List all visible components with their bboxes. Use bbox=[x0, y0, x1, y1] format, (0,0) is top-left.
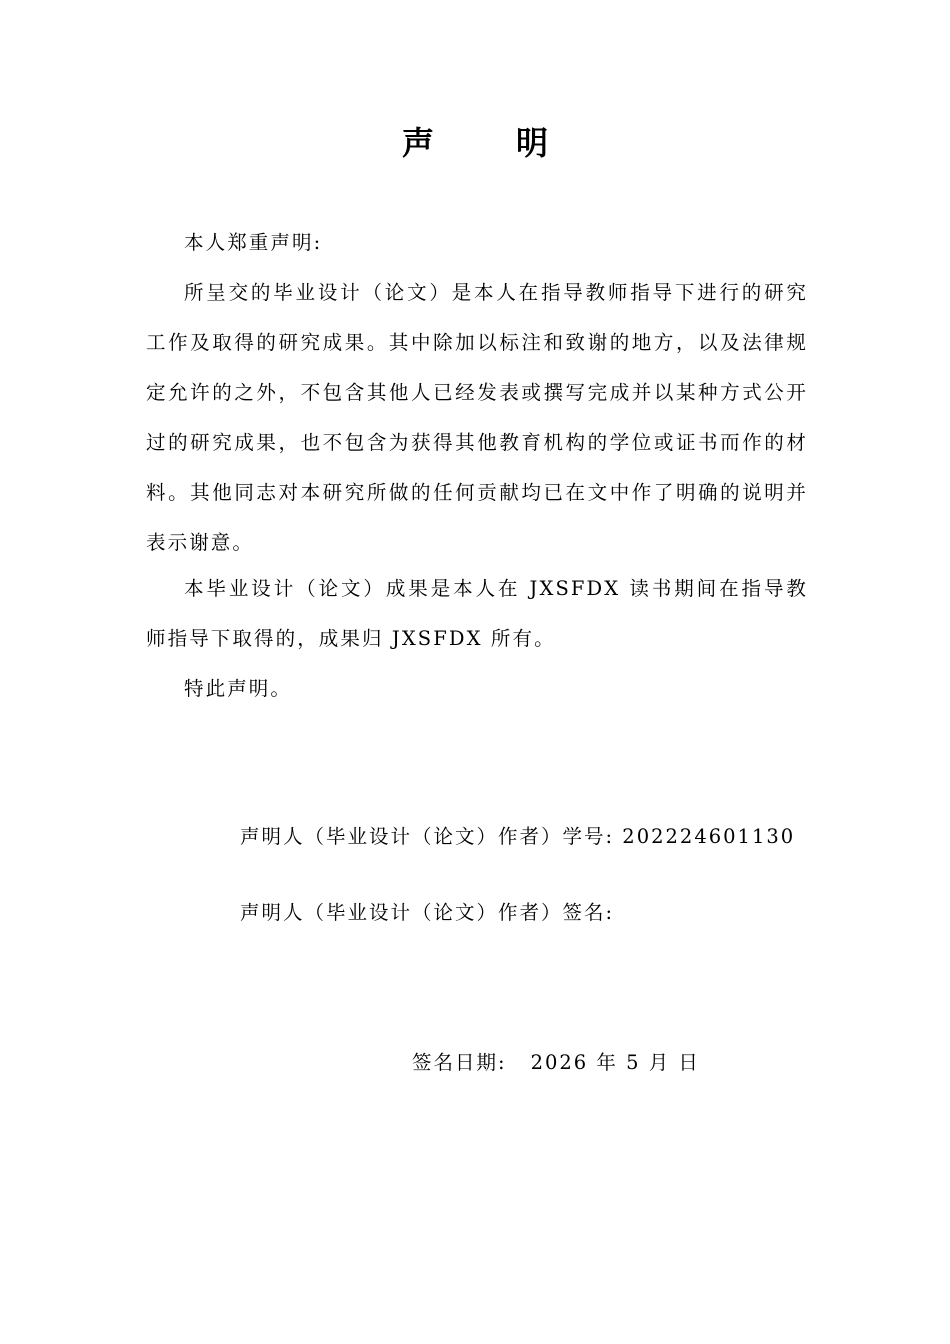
student-id-line bbox=[240, 822, 795, 852]
student-id-label: 声明人（毕业设计（论文）作者）学号: bbox=[240, 825, 615, 848]
signature-date-value: 2026 年 5 月 日 bbox=[530, 1051, 700, 1074]
student-id-value: 202224601130 bbox=[622, 825, 796, 848]
declaration-greeting bbox=[146, 218, 808, 268]
signature-label: 声明人（毕业设计（论文）作者）签名: bbox=[240, 901, 615, 924]
title-char-1: 声 bbox=[402, 124, 435, 162]
closing-text: 特此声明。 bbox=[184, 677, 293, 700]
greeting-text: 本人郑重声明: bbox=[184, 231, 323, 254]
signature-line bbox=[240, 898, 614, 928]
declaration-closing bbox=[146, 664, 808, 714]
declaration-paragraph-2 bbox=[146, 564, 808, 664]
paragraph-2-text: 本毕业设计（论文）成果是本人在 JXSFDX 读书期间在指导教师指导下取得的，成果归 JXSFDX 所有。 bbox=[146, 577, 808, 650]
declaration-paragraph-1 bbox=[146, 268, 808, 568]
page-title bbox=[0, 118, 950, 168]
title-char-2: 明 bbox=[516, 124, 549, 162]
paragraph-1-text: 所呈交的毕业设计（论文）是本人在指导教师指导下进行的研究工作及取得的研究成果。其中除加以标注和致谢的地方，以及法律规定允许的之外，不包含其他人已经发表或撰写完成并以某种方式公开过的研究成果，也不包含为获得其他教育机构的学位或证书而作的材料。其他同志对本研究所做的任何贡献均已在文中作了明确的说明并表示谢意。 bbox=[146, 281, 808, 554]
signature-date-label: 签名日期: bbox=[412, 1051, 507, 1074]
signature-date-line bbox=[412, 1048, 700, 1078]
